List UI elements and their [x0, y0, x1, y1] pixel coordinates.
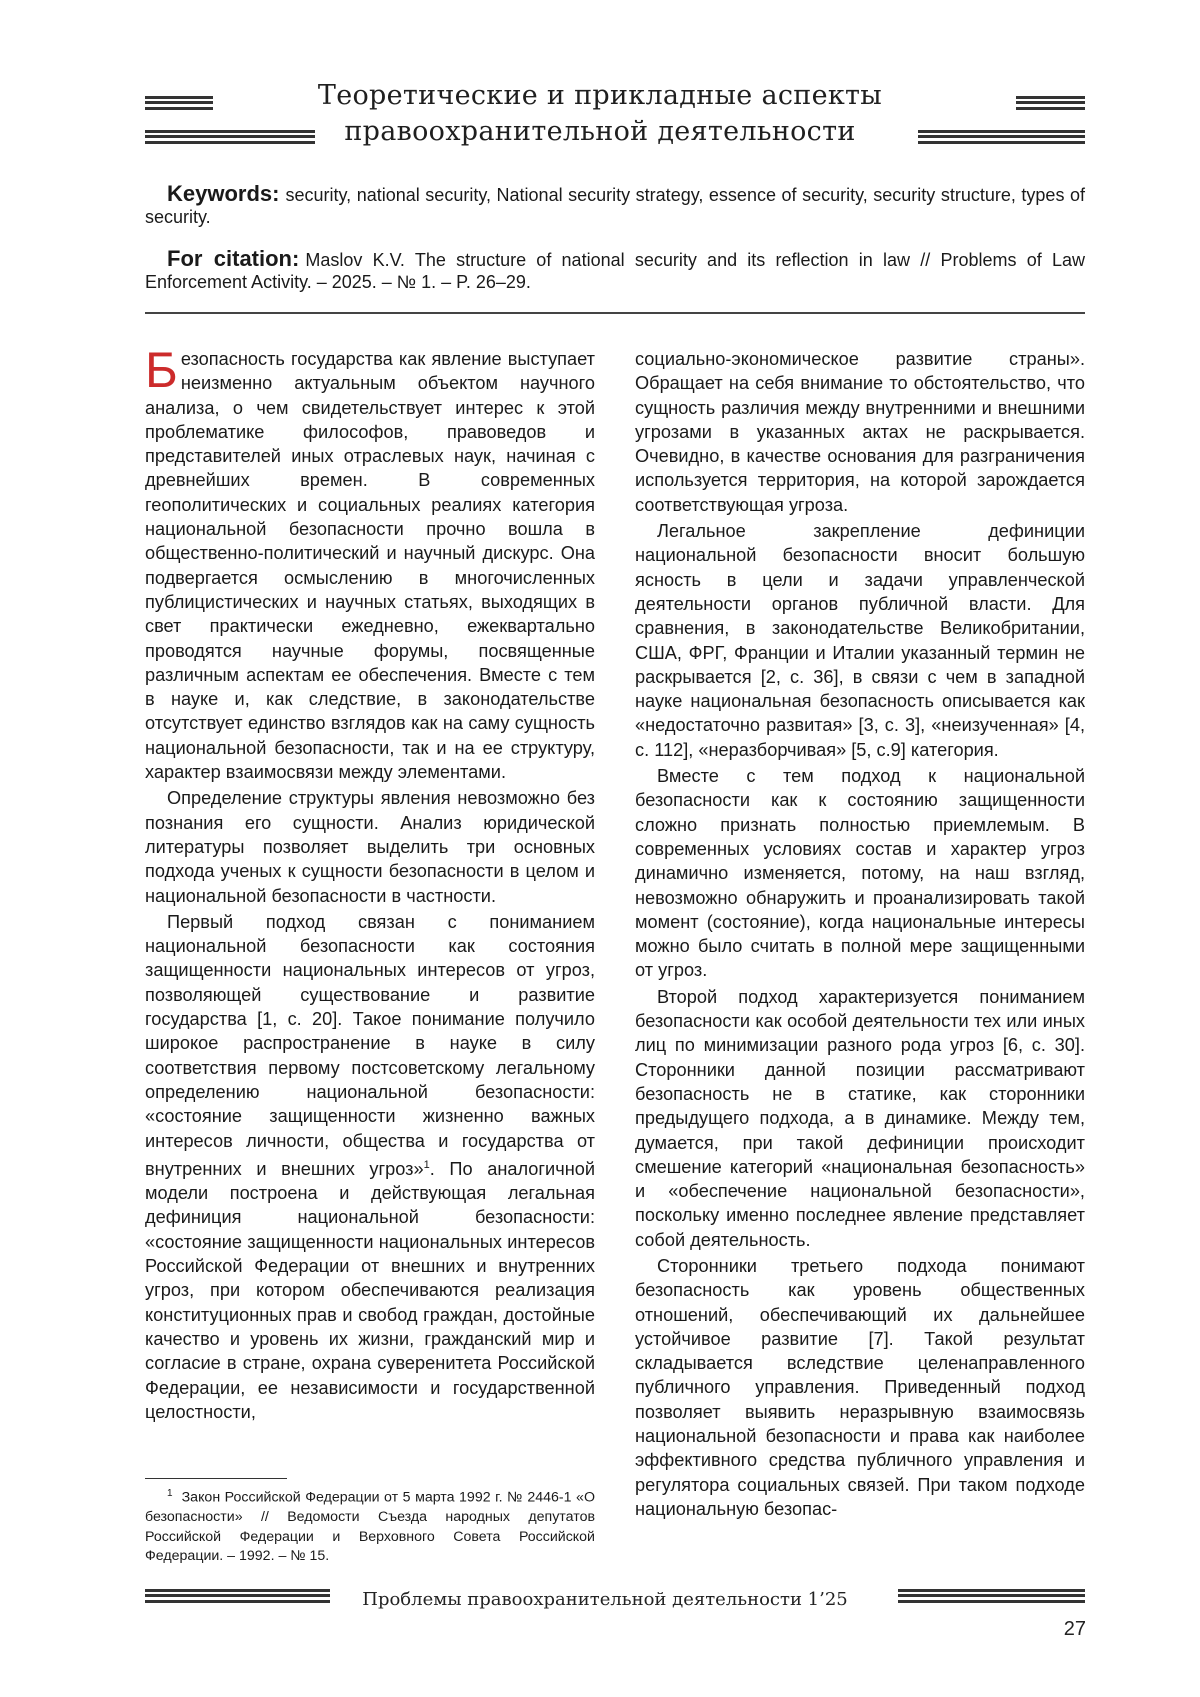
paragraph: Сторонники третьего подхода понимают безопасность как уровень общественных отношений, обеспечивающий их дальнейшее устойчивое развитие [7]. Такой результат складывается вследствие целенаправленного публичного управления. Приведенный подход позволяет выявить неразрывную взаимосвязь национальной безопасности и права как наиболее эффективного средства публичного управления и регулятора социальных связей. При таком подходе национальную безопас- [635, 1254, 1085, 1521]
header-rule-right-top [1016, 96, 1085, 110]
drop-cap: Б [145, 350, 178, 390]
keywords-label: Keywords: [167, 181, 279, 206]
keywords-text: security, national security, National security strategy, essence of security, security structure, types of security. [145, 185, 1085, 227]
footnote-body: Закон Российской Федерации от 5 марта 1992 г. № 2446-1 «О безопасности» // Ведомости Съезда народных депутатов Российской Федерации и Верховного Совета Российской Федерации. – 1992. – № 15. [145, 1490, 595, 1565]
footer-rule-left [145, 1589, 330, 1603]
page-number: 27 [1064, 1618, 1086, 1641]
footnote-rule [145, 1478, 287, 1479]
section-title-line1: Теоретические и прикладные аспекты [300, 78, 900, 114]
header-rule-left-top [145, 96, 213, 110]
footnote [145, 1484, 595, 1567]
footnote-mark: 1 [167, 1488, 173, 1499]
paragraph [145, 347, 595, 784]
citation-label: For citation: [167, 246, 299, 271]
footer-rule-right [898, 1589, 1085, 1603]
paragraph: Легальное закрепление дефиниции национальной безопасности вносит большую ясность в цели и задачи управленческой деятельности органов публичной власти. Для сравнения, в законодательстве Великобритании, США, ФРГ, Франции и Италии указанный термин не раскрывается [2, с. 36], в связи с чем в западной науке национальная безопасность описывается как «недостаточно развитая» [3, с. 3], «неизученная» [4, с. 112], «неразборчивая» [5, с.9] категория. [635, 519, 1085, 762]
citation [145, 248, 1085, 293]
footnote-ref[interactable]: 1 [424, 1159, 430, 1171]
footnote-text [145, 1484, 595, 1567]
paragraph [145, 910, 595, 1424]
section-title-line2: правоохранительной деятельности [300, 114, 900, 150]
paragraph: Второй подход характеризуется пониманием безопасности как особой деятельности тех или иных лиц по минимизации разного рода угроз [6, с. 30]. Сторонники данной позиции рассматривают безопасность не в статике, как сторонники предыдущего подхода, а в динамике. Между тем, думается, при такой дефиниции происходит смешение категорий «национальная безопасность» и «обеспечение национальной безопасности», поскольку именно последнее явление представляет собой деятельность. [635, 985, 1085, 1252]
paragraph: Вместе с тем подход к национальной безопасности как к состоянию защищенности сложно признать полностью приемлемым. В современных условиях состав и характер угроз динамично изменяется, потому, на наш взгляд, невозможно обнаружить и проанализировать такой момент (состояние), когда национальные интересы можно было считать в полной мере защищенными от угроз. [635, 764, 1085, 983]
paragraph-text: Первый подход связан с пониманием национальной безопасности как состояния защищенности национальных интересов от угроз, позволяющей существование и развитие государства [1, с. 20]. Такое понимание получило широкое распространение в науке в силу соответствия первому постсоветскому легальному определению национальной безопасности: «состояние защищенности жизненно важных интересов личности, общества и государства от внутренних и внешних угроз» [145, 912, 595, 1179]
right-column [635, 347, 1085, 1523]
header-rule-right-bottom [918, 130, 1085, 144]
section-title [300, 78, 900, 150]
paragraph: Определение структуры явления невозможно без познания его сущности. Анализ юридической литературы позволяет выделить три основных подхода ученых к сущности безопасности в целом и национальной безопасности в частности. [145, 786, 595, 907]
section-divider [145, 312, 1085, 314]
journal-footer: Проблемы правоохранительной деятельности 1’25 [335, 1589, 875, 1610]
left-column [145, 347, 595, 1426]
header-rule-left-bottom [145, 130, 315, 144]
paragraph-text: . По аналогичной модели построена и действующая легальная дефиниция национальной безопасности: «состояние защищенности национальных интересов Российской Федерации от внешних и внутренних угроз, при котором обеспечиваются реализация конституционных прав и свобод граждан, достойные качество и уровень их жизни, гражданский мир и согласие в стране, охрана суверенитета Российской Федерации, ее независимости и государственной целостности, [145, 1159, 595, 1422]
paragraph: социально-экономическое развитие страны». Обращает на себя внимание то обстоятельство, что сущность различия между внутренними и внешними угрозами в указанных актах не раскрывается. Очевидно, в качестве основания для разграничения используется территория, на которой зарождается соответствующая угроза. [635, 347, 1085, 517]
paragraph-text: езопасность государства как явление выступает неизменно актуальным объектом научного анализа, о чем свидетельствует интерес к этой проблематике философов, правоведов и представителей иных отраслевых наук, начиная с древнейших времен. В современных геополитических и социальных реалиях категория национальной безопасности прочно вошла в общественно-политический и научный дискурс. Она подвергается осмыслению в многочисленных публицистических и научных статьях, выходящих в свет практически ежедневно, ежеквартально проводятся научные форумы, посвященные различным аспектам ее обеспечения. Вместе с тем в науке и, как следствие, в законодательстве отсутствует единство взглядов как на саму сущность национальной безопасности, так и на ее структуру, характер взаимосвязи между элементами. [145, 349, 595, 782]
citation-text: Maslov K.V. The structure of national security and its reflection in law // Problems of Law Enforcement Activity. – 2025. – № 1. – P. 26–29. [145, 250, 1085, 292]
keywords [145, 183, 1085, 228]
